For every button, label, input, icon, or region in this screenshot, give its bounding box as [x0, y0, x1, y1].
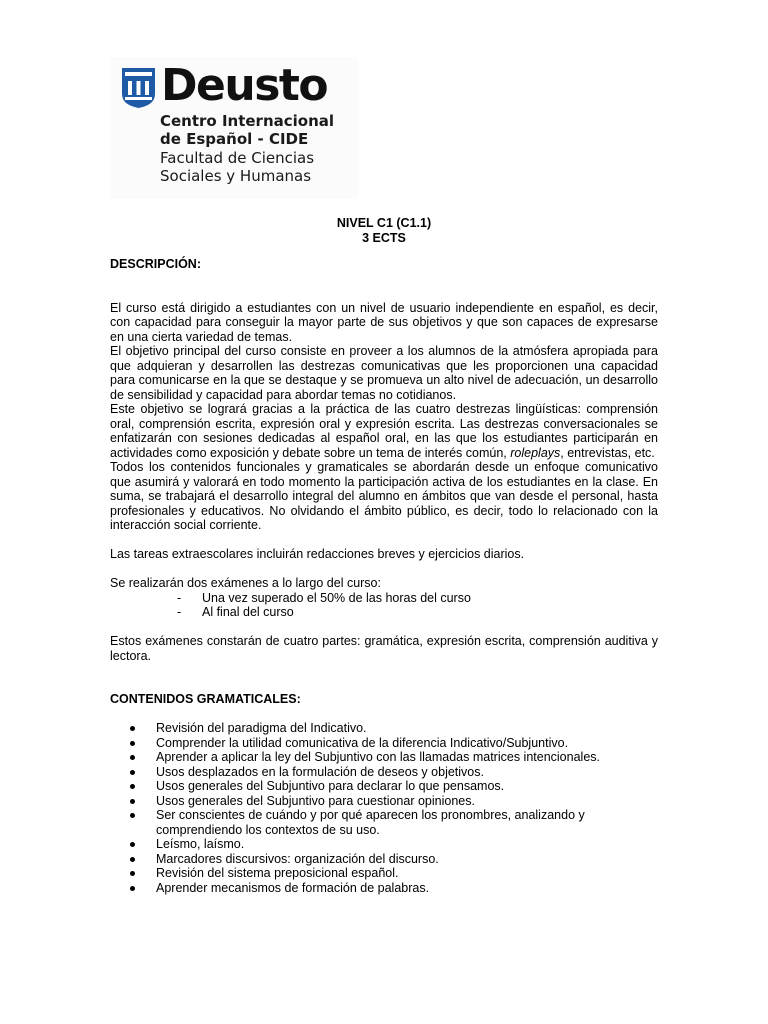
tareas-paragraph: Las tareas extraescolares incluirán redacciones breves y ejercicios diarios.	[110, 547, 525, 561]
gramatical-item: Usos generales del Subjuntivo para declarar lo que pensamos.	[110, 779, 658, 794]
gramaticales-title: CONTENIDOS GRAMATICALES:	[110, 692, 301, 706]
bullet-icon	[130, 726, 135, 731]
roleplays-italic: roleplays	[510, 445, 561, 460]
gramatical-item: Comprender la utilidad comunicativa de la diferencia Indicativo/Subjuntivo.	[110, 736, 658, 751]
destrezas-text-end: , entrevistas, etc.	[560, 445, 655, 460]
gramatical-item: Aprender mecanismos de formación de palabras.	[110, 881, 658, 896]
logo-line-4: Sociales y Humanas	[160, 167, 312, 185]
logo-line-2: de Español - CIDE	[160, 130, 309, 148]
descripcion-paragraph-4: Todos los contenidos funcionales y gramaticales se abordarán desde un enfoque comunicativo que asumirá y valorará en todo momento la participación activa de los estudiantes en la clase. En suma, se trabajará el desarrollo integral del alumno en ámbitos que van desde el personal, hasta profesionales y educativos. No olvidando el ámbito público, es decir, todo lo relacionado con la interacción social corriente.	[110, 460, 658, 532]
course-level: NIVEL C1 (C1.1)	[336, 216, 432, 230]
bullet-icon	[130, 857, 135, 862]
deusto-shield-icon	[122, 68, 155, 108]
destrezas-text: Este objetivo se logrará gracias a la práctica de las cuatro destrezas lingüísticas: comprensión oral, comprensión escrita, expresión oral y expresión escrita. Las destrezas conversacionales se enfatizarán con sesiones dedicadas al español oral, en las que los estudiantes participarán en actividades como exposición y debate sobre un tema de interés común,	[110, 402, 658, 460]
bullet-icon	[130, 770, 135, 775]
descripcion-paragraph-3	[110, 402, 658, 460]
gramatical-item: Ser conscientes de cuándo y por qué aparecen los pronombres, analizando y comprendiendo los contextos de su uso.	[110, 808, 658, 837]
descripcion-paragraph-2: El objetivo principal del curso consiste en proveer a los alumnos de la atmósfera apropiada para que adquieran y desarrollen las destrezas comunicativas que les proporcionen una capacidad para comunicarse en la que se destaque y se promueva un alto nivel de adecuación, un desarrollo de sensibilidad y capacidad para abordar temas no cotidianos.	[110, 344, 658, 402]
examenes-intro: Se realizarán dos exámenes a lo largo del curso:	[110, 576, 381, 590]
logo-line-1: Centro Internacional	[160, 112, 335, 130]
gramaticales-list	[110, 721, 658, 895]
bullet-icon	[130, 799, 135, 804]
gramatical-item: Revisión del sistema preposicional español.	[110, 866, 658, 881]
examenes-list	[110, 591, 658, 620]
deusto-wordmark: Deusto	[161, 60, 328, 111]
gramatical-item: Usos generales del Subjuntivo para cuestionar opiniones.	[110, 794, 658, 809]
bullet-icon	[130, 741, 135, 746]
bullet-icon	[130, 886, 135, 891]
gramatical-item: Aprender a aplicar la ley del Subjuntivo con las llamadas matrices intencionales.	[110, 750, 658, 765]
descripcion-paragraph-1: El curso está dirigido a estudiantes con un nivel de usuario independiente en español, es decir, con capacidad para conseguir la mayor parte de sus objetivos y que son capaces de expresarse en una cierta variedad de temas.	[110, 300, 658, 344]
bullet-icon	[130, 755, 135, 760]
logo-line-3: Facultad de Ciencias	[160, 149, 315, 167]
gramatical-item: Leísmo, laísmo.	[110, 837, 658, 852]
examenes-partes: Estos exámenes constarán de cuatro partes: gramática, expresión escrita, comprensión auditiva y lectora.	[110, 634, 658, 663]
gramatical-item: Usos desplazados en la formulación de deseos y objetivos.	[110, 765, 658, 780]
examen-item: - Al final del curso	[177, 605, 294, 619]
bullet-icon	[130, 871, 135, 876]
bullet-icon	[130, 842, 135, 847]
examen-item: - Una vez superado el 50% de las horas del curso	[177, 590, 471, 605]
course-credits: 3 ECTS	[362, 231, 406, 245]
bullet-icon	[130, 813, 135, 818]
bullet-icon	[130, 784, 135, 789]
deusto-logo	[110, 57, 358, 199]
gramatical-item: Revisión del paradigma del Indicativo.	[110, 721, 658, 736]
document-body	[110, 257, 658, 895]
gramatical-item: Marcadores discursivos: organización del discurso.	[110, 852, 658, 867]
descripcion-title: DESCRIPCIÓN:	[110, 257, 201, 271]
